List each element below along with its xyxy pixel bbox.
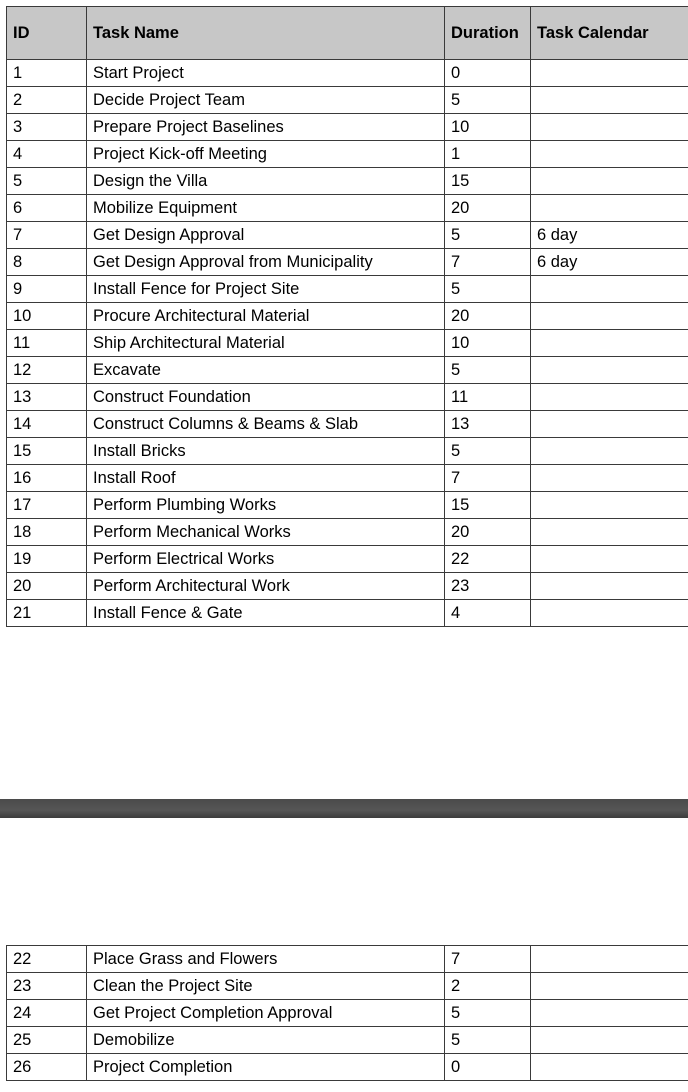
cell-task-calendar — [531, 357, 688, 384]
cell-duration: 15 — [445, 492, 531, 519]
cell-id: 13 — [7, 384, 87, 411]
cell-task-calendar — [531, 465, 688, 492]
table-row — [7, 438, 688, 465]
table-row — [7, 168, 688, 195]
cell-task-name: Decide Project Team — [87, 87, 445, 114]
cell-duration: 1 — [445, 141, 531, 168]
cell-task-name: Project Completion — [87, 1054, 445, 1081]
cell-task-name: Demobilize — [87, 1027, 445, 1054]
header-id: ID — [7, 7, 87, 60]
cell-duration: 5 — [445, 1000, 531, 1027]
cell-task-name: Get Design Approval from Municipality — [87, 249, 445, 276]
cell-duration: 13 — [445, 411, 531, 438]
cell-task-name: Install Bricks — [87, 438, 445, 465]
cell-id: 11 — [7, 330, 87, 357]
cell-id: 8 — [7, 249, 87, 276]
cell-task-name: Perform Architectural Work — [87, 573, 445, 600]
cell-duration: 0 — [445, 1054, 531, 1081]
cell-id: 12 — [7, 357, 87, 384]
cell-id: 25 — [7, 1027, 87, 1054]
cell-task-name: Perform Mechanical Works — [87, 519, 445, 546]
cell-duration: 7 — [445, 946, 531, 973]
task-table-page-2 — [6, 945, 688, 1081]
cell-task-calendar — [531, 114, 688, 141]
cell-task-name: Install Roof — [87, 465, 445, 492]
cell-task-calendar — [531, 438, 688, 465]
table-row — [7, 492, 688, 519]
cell-task-calendar — [531, 195, 688, 222]
cell-id: 21 — [7, 600, 87, 627]
cell-task-name: Clean the Project Site — [87, 973, 445, 1000]
cell-duration: 5 — [445, 87, 531, 114]
cell-id: 20 — [7, 573, 87, 600]
cell-task-calendar — [531, 492, 688, 519]
cell-duration: 0 — [445, 60, 531, 87]
cell-id: 24 — [7, 1000, 87, 1027]
cell-id: 18 — [7, 519, 87, 546]
cell-id: 19 — [7, 546, 87, 573]
page-break-divider — [0, 799, 688, 818]
header-task-calendar: Task Calendar — [531, 7, 688, 60]
cell-task-calendar — [531, 546, 688, 573]
cell-id: 5 — [7, 168, 87, 195]
table-row — [7, 465, 688, 492]
cell-task-name: Start Project — [87, 60, 445, 87]
cell-task-calendar — [531, 1054, 688, 1081]
cell-task-calendar — [531, 60, 688, 87]
cell-task-name: Procure Architectural Material — [87, 303, 445, 330]
cell-task-calendar — [531, 168, 688, 195]
cell-task-calendar — [531, 141, 688, 168]
cell-id: 4 — [7, 141, 87, 168]
table-row — [7, 946, 688, 973]
task-table-page-1 — [6, 6, 688, 627]
cell-task-name: Perform Electrical Works — [87, 546, 445, 573]
cell-task-name: Install Fence & Gate — [87, 600, 445, 627]
table-row — [7, 114, 688, 141]
cell-task-name: Construct Columns & Beams & Slab — [87, 411, 445, 438]
cell-task-name: Project Kick-off Meeting — [87, 141, 445, 168]
cell-duration: 7 — [445, 249, 531, 276]
table-row — [7, 973, 688, 1000]
table-row — [7, 87, 688, 114]
header-duration: Duration — [445, 7, 531, 60]
table-row — [7, 1000, 688, 1027]
table-row — [7, 384, 688, 411]
table-row — [7, 195, 688, 222]
cell-duration: 23 — [445, 573, 531, 600]
table-row — [7, 249, 688, 276]
cell-task-calendar — [531, 303, 688, 330]
cell-id: 10 — [7, 303, 87, 330]
table-row — [7, 519, 688, 546]
table-row — [7, 60, 688, 87]
cell-task-calendar — [531, 276, 688, 303]
cell-duration: 5 — [445, 357, 531, 384]
cell-task-name: Design the Villa — [87, 168, 445, 195]
cell-id: 15 — [7, 438, 87, 465]
cell-task-calendar — [531, 600, 688, 627]
cell-task-name: Get Design Approval — [87, 222, 445, 249]
cell-duration: 10 — [445, 114, 531, 141]
cell-duration: 5 — [445, 276, 531, 303]
table-row — [7, 1027, 688, 1054]
table-row — [7, 330, 688, 357]
cell-id: 9 — [7, 276, 87, 303]
cell-task-name: Construct Foundation — [87, 384, 445, 411]
table-row — [7, 411, 688, 438]
cell-duration: 10 — [445, 330, 531, 357]
cell-task-calendar: 6 day — [531, 222, 688, 249]
cell-duration: 15 — [445, 168, 531, 195]
cell-task-calendar — [531, 946, 688, 973]
table-row — [7, 303, 688, 330]
cell-task-name: Ship Architectural Material — [87, 330, 445, 357]
cell-duration: 11 — [445, 384, 531, 411]
cell-id: 7 — [7, 222, 87, 249]
cell-task-calendar — [531, 330, 688, 357]
cell-id: 14 — [7, 411, 87, 438]
cell-id: 22 — [7, 946, 87, 973]
cell-duration: 2 — [445, 973, 531, 1000]
cell-task-calendar — [531, 573, 688, 600]
cell-duration: 22 — [445, 546, 531, 573]
cell-task-name: Perform Plumbing Works — [87, 492, 445, 519]
header-task-name: Task Name — [87, 7, 445, 60]
table-row — [7, 573, 688, 600]
cell-task-calendar — [531, 519, 688, 546]
cell-id: 3 — [7, 114, 87, 141]
table-row — [7, 546, 688, 573]
table-row — [7, 141, 688, 168]
cell-task-calendar — [531, 87, 688, 114]
cell-duration: 20 — [445, 519, 531, 546]
cell-task-name: Mobilize Equipment — [87, 195, 445, 222]
table-row — [7, 276, 688, 303]
cell-task-name: Excavate — [87, 357, 445, 384]
cell-id: 6 — [7, 195, 87, 222]
cell-duration: 5 — [445, 1027, 531, 1054]
cell-task-name: Place Grass and Flowers — [87, 946, 445, 973]
table-row — [7, 357, 688, 384]
cell-duration: 20 — [445, 303, 531, 330]
cell-task-name: Prepare Project Baselines — [87, 114, 445, 141]
cell-task-calendar — [531, 1000, 688, 1027]
cell-task-calendar: 6 day — [531, 249, 688, 276]
cell-id: 17 — [7, 492, 87, 519]
cell-task-calendar — [531, 384, 688, 411]
cell-id: 26 — [7, 1054, 87, 1081]
cell-duration: 5 — [445, 438, 531, 465]
cell-id: 23 — [7, 973, 87, 1000]
cell-task-calendar — [531, 1027, 688, 1054]
cell-task-name: Install Fence for Project Site — [87, 276, 445, 303]
cell-duration: 7 — [445, 465, 531, 492]
cell-duration: 20 — [445, 195, 531, 222]
table-row — [7, 1054, 688, 1081]
cell-id: 16 — [7, 465, 87, 492]
cell-task-calendar — [531, 411, 688, 438]
table-header-row — [7, 7, 688, 60]
cell-task-name: Get Project Completion Approval — [87, 1000, 445, 1027]
cell-duration: 4 — [445, 600, 531, 627]
table-row — [7, 600, 688, 627]
cell-task-calendar — [531, 973, 688, 1000]
cell-id: 2 — [7, 87, 87, 114]
cell-id: 1 — [7, 60, 87, 87]
table-row — [7, 222, 688, 249]
cell-duration: 5 — [445, 222, 531, 249]
